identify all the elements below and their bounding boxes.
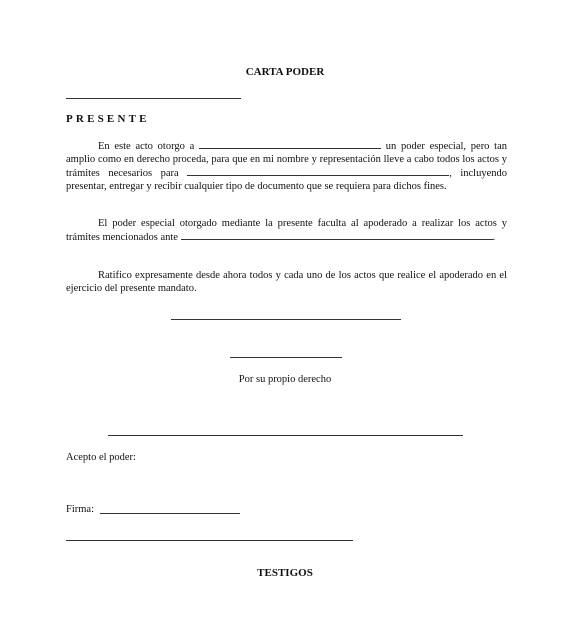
purpose-blank <box>187 166 449 176</box>
faculty-text-b: . <box>492 232 496 243</box>
authority-blank <box>181 230 493 240</box>
grant-text-c: , incluyendo presentar, entregar y recibir cualquier tipo de documento que se requiera para dichos fines. <box>66 168 508 192</box>
document-title: CARTA PODER <box>245 66 325 78</box>
addressee-line <box>66 98 241 99</box>
signature-blank <box>100 513 240 514</box>
grant-paragraph <box>66 139 507 193</box>
attorney-name-line <box>66 540 353 541</box>
signature-label: Firma: <box>66 504 94 515</box>
ratify-paragraph <box>66 269 507 295</box>
ratify-text: Ratifico expresamente desde ahora todos y cada uno de los actos que realice el apoderado en el ejercicio del presente mandato. <box>66 270 507 294</box>
witnesses-heading: TESTIGOS <box>257 567 313 579</box>
grantor-signature-line <box>171 319 401 320</box>
faculty-paragraph <box>66 217 507 244</box>
own-right-signature-line <box>230 357 342 358</box>
faculty-text-a: El poder especial otorgado mediante la presente faculta al apoderado a realizar los actos y trámites mencionados ante <box>66 218 507 243</box>
presente-heading: PRESENTE <box>66 113 150 125</box>
accept-label: Acepto el poder: <box>66 452 136 463</box>
grant-text-a: En este acto otorgo a <box>98 141 195 152</box>
grant-text-b: un poder especial, pero tan amplio como en derecho proceda, para que en mi nombre y representación lleve a cabo todos los actos y trámites necesarios para <box>66 141 507 179</box>
separator-line <box>108 435 463 436</box>
grantee-name-blank <box>199 139 381 149</box>
own-right-caption: Por su propio derecho <box>238 374 332 385</box>
